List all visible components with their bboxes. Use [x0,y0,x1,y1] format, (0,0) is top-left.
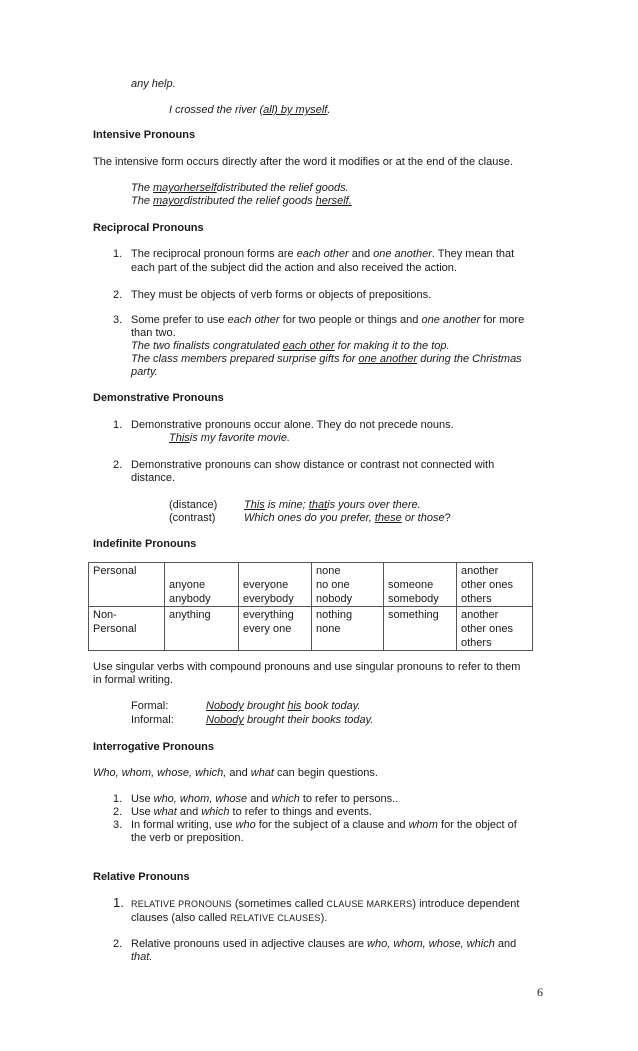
example-sentence-continued: party. [131,366,158,378]
table-cell [89,607,165,651]
heading-intensive: Intensive Pronouns [93,129,196,141]
list-number: 2. [113,459,123,471]
table-cell [312,563,384,607]
list-item: RELATIVE PRONOUNS (sometimes called CLAUSE MARKERS) introduce dependent [131,898,520,910]
heading-indefinite: Indefinite Pronouns [93,538,197,550]
list-item: Relative pronouns used in adjective clauses are who, whom, whose, which and [131,938,517,950]
example-label: Informal: [131,714,174,726]
example-sentence: This is mine; thatis yours over there. [244,499,421,511]
cell-text: anything [169,609,211,621]
list-item: Use what and which to refer to things and events. [131,806,372,818]
list-number: 1. [113,793,123,805]
list-number: 3. [113,819,123,831]
heading-reciprocal: Reciprocal Pronouns [93,222,204,234]
list-item: Use who, whom, whose and which to refer to persons.. [131,793,399,805]
intensive-description: The intensive form occurs directly after the word it modifies or at the end of the clause. [93,156,514,168]
cell-text: nothing none [316,609,353,635]
list-item: Demonstrative pronouns occur alone. They do not precede nouns. [131,419,454,431]
list-number: 1. [113,895,124,910]
cell-text: everyone everybody [243,579,294,605]
cell-text: everything every one [243,609,294,635]
example-sentence: Nobody brought his book today. [206,700,361,712]
list-item-continued: than two. [131,327,176,339]
heading-relative: Relative Pronouns [93,871,190,883]
list-item: Some prefer to use each other for two people or things and one another for more [131,314,525,326]
table-cell [165,607,239,651]
list-item: They must be objects of verb forms or objects of prepositions. [131,289,432,301]
cell-text: someone somebody [388,579,439,605]
table-cell [457,563,533,607]
indefinite-note: Use singular verbs with compound pronouns and use singular pronouns to refer to them [93,661,521,673]
example-sentence: I crossed the river (all) by myself. [169,104,331,116]
cell-text: none no one nobody [316,565,353,605]
table-row [89,607,533,651]
indefinite-pronouns-table [88,562,533,651]
carryover-text: any help. [131,78,176,90]
list-number: 2. [113,289,123,301]
cell-text: another other ones others [461,565,513,605]
table-cell [89,563,165,607]
list-item-continued: each part of the subject did the action and also received the action. [131,262,457,274]
example-sentence: The class members prepared surprise gifts for one another during the Christmas [131,353,522,365]
example-sentence: Thisis my favorite movie. [169,432,291,444]
table-cell [239,563,312,607]
cell-text: Non- Personal [93,609,137,635]
cell-text: another other ones others [461,609,513,649]
list-item: In formal writing, use who for the subject of a clause and whom for the object of [131,819,517,831]
table-cell [165,563,239,607]
example-label: Formal: [131,700,169,712]
list-number: 2. [113,806,123,818]
indefinite-note-continued: in formal writing. [93,674,174,686]
list-number: 3. [113,314,123,326]
table-row [89,563,533,607]
page-number: 6 [537,985,543,999]
list-item: Demonstrative pronouns can show distance or contrast not connected with [131,459,495,471]
table-cell [457,607,533,651]
list-item-continued: the verb or preposition. [131,832,244,844]
interrogative-intro: Who, whom, whose, which, and what can begin questions. [93,767,378,779]
list-number: 2. [113,938,123,950]
example-sentence: Which ones do you prefer, these or those? [244,512,451,524]
cell-text: anyone anybody [169,579,211,605]
example-sentence: Nobody brought their books today. [206,714,374,726]
cell-text: Personal [93,565,137,577]
example-sentence: The mayorherselfdistributed the relief goods. [131,182,349,194]
example-sentence: The mayordistributed the relief goods herself. [131,195,352,207]
list-item: The reciprocal pronoun forms are each other and one another. They mean that [131,248,515,260]
list-item-continued: that. [131,951,153,963]
list-item-continued: distance. [131,472,176,484]
heading-interrogative: Interrogative Pronouns [93,741,215,753]
list-number: 1. [113,419,123,431]
table-cell [239,607,312,651]
cell-text: something [388,609,439,621]
example-label: (distance) [169,499,218,511]
list-number: 1. [113,248,123,260]
example-sentence: The two finalists congratulated each other for making it to the top. [131,340,450,352]
list-item-continued: clauses (also called RELATIVE CLAUSES). [131,912,328,924]
heading-demonstrative: Demonstrative Pronouns [93,392,224,404]
table-cell [384,607,457,651]
table-cell [312,607,384,651]
table-cell [384,563,457,607]
example-label: (contrast) [169,512,216,524]
